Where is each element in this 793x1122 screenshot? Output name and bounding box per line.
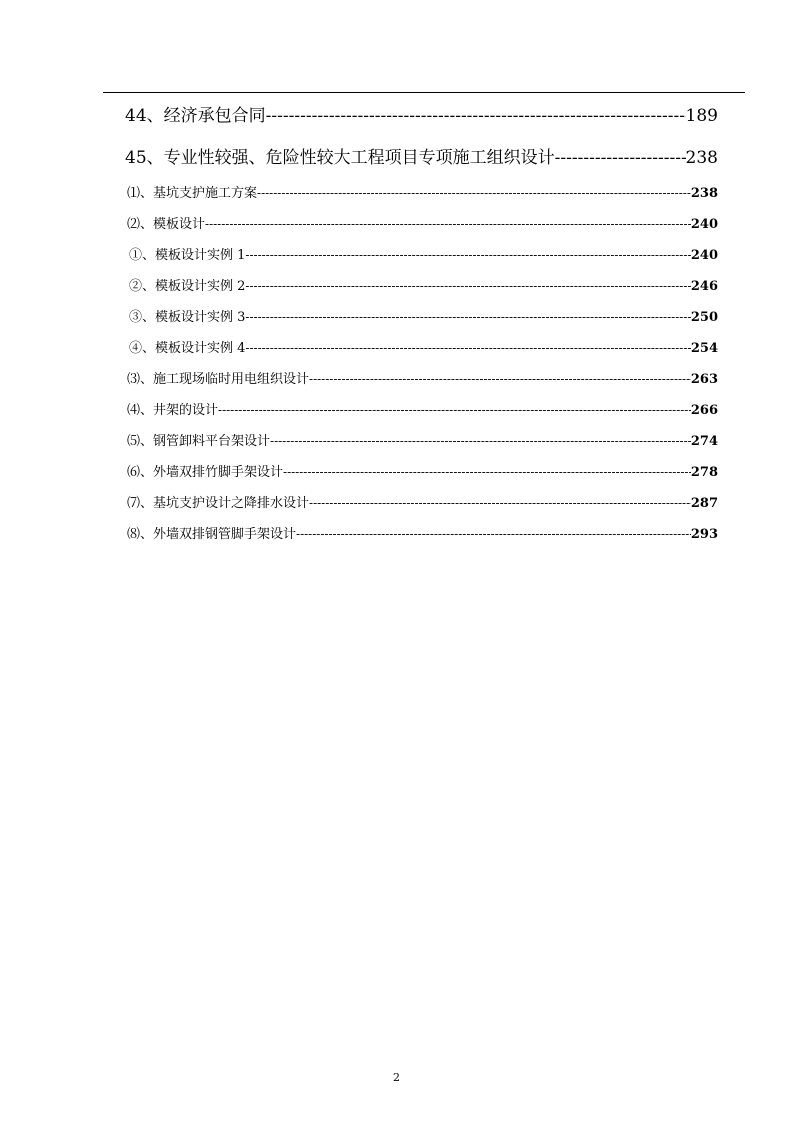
- toc-entry[interactable]: [125, 143, 718, 168]
- toc-leader: [555, 148, 686, 168]
- toc-entry[interactable]: [129, 337, 718, 356]
- toc-entry-page: 238: [690, 186, 718, 201]
- toc-entry-label: 45、专业性较强、危险性较大工程项目专项施工组织设计: [125, 148, 555, 168]
- toc-leader: [309, 372, 691, 386]
- toc-leader: [283, 465, 691, 479]
- toc-entry-label: 44、经济承包合同: [125, 106, 266, 126]
- toc-leader: [205, 217, 691, 231]
- toc-entry-page: 246: [690, 279, 718, 294]
- toc-entry-page: 254: [690, 341, 718, 356]
- toc-entry-label: ①、模板设计实例 1: [129, 248, 246, 263]
- toc-entry[interactable]: [129, 306, 718, 325]
- toc-entry-label: ⑹、外墙双排竹脚手架设计: [127, 465, 284, 480]
- toc-leader: [257, 186, 691, 200]
- toc-entry[interactable]: [127, 461, 718, 480]
- toc-entry-label: ④、模板设计实例 4: [129, 341, 246, 356]
- toc-leader: [245, 248, 690, 262]
- toc-entry[interactable]: [127, 368, 718, 387]
- toc-entry-page: 240: [690, 248, 718, 263]
- toc-leader: [266, 106, 686, 126]
- toc-entry-page: 189: [685, 106, 718, 126]
- toc-entry-label: ⑶、施工现场临时用电组织设计: [127, 372, 310, 387]
- toc-entry[interactable]: [127, 182, 718, 201]
- toc-entry-page: 238: [685, 148, 718, 168]
- toc-leader: [245, 310, 690, 324]
- toc-entry-label: ⑴、基坑支护施工方案: [127, 186, 258, 201]
- toc-entry[interactable]: [127, 492, 718, 511]
- toc-entry[interactable]: [129, 275, 718, 294]
- toc-entry-label: ⑺、基坑支护设计之降排水设计: [127, 496, 310, 511]
- toc-entry-page: 287: [690, 496, 718, 511]
- toc-entry-page: 263: [690, 372, 718, 387]
- toc-entry[interactable]: [127, 213, 718, 232]
- toc-leader: [245, 341, 690, 355]
- toc-entry-page: 266: [690, 403, 718, 418]
- page-number: 2: [393, 1071, 400, 1084]
- toc-entry-label: ⑵、模板设计: [127, 217, 206, 232]
- toc-entry-page: 293: [690, 527, 718, 542]
- toc-entry-page: 240: [690, 217, 718, 232]
- toc-entry[interactable]: [125, 101, 718, 126]
- toc-entry-label: ⑻、外墙双排钢管脚手架设计: [127, 527, 297, 542]
- toc-entry[interactable]: [127, 430, 718, 449]
- toc-entry-label: ②、模板设计实例 2: [129, 279, 246, 294]
- toc-leader: [245, 279, 690, 293]
- toc-entry-page: 250: [690, 310, 718, 325]
- toc-entry[interactable]: [129, 244, 718, 263]
- toc-entry[interactable]: [127, 523, 718, 542]
- toc-entry-label: ⑷、井架的设计: [127, 403, 219, 418]
- toc-entry-label: ⑸、钢管卸料平台架设计: [127, 434, 271, 449]
- toc-entry[interactable]: [127, 399, 718, 418]
- toc-leader: [296, 527, 691, 541]
- toc-entry-label: ③、模板设计实例 3: [129, 310, 246, 325]
- toc-leader: [218, 403, 691, 417]
- toc-entry-page: 278: [690, 465, 718, 480]
- toc-leader: [270, 434, 691, 448]
- toc-leader: [309, 496, 691, 510]
- header-rule: [103, 92, 745, 93]
- toc-entry-page: 274: [690, 434, 718, 449]
